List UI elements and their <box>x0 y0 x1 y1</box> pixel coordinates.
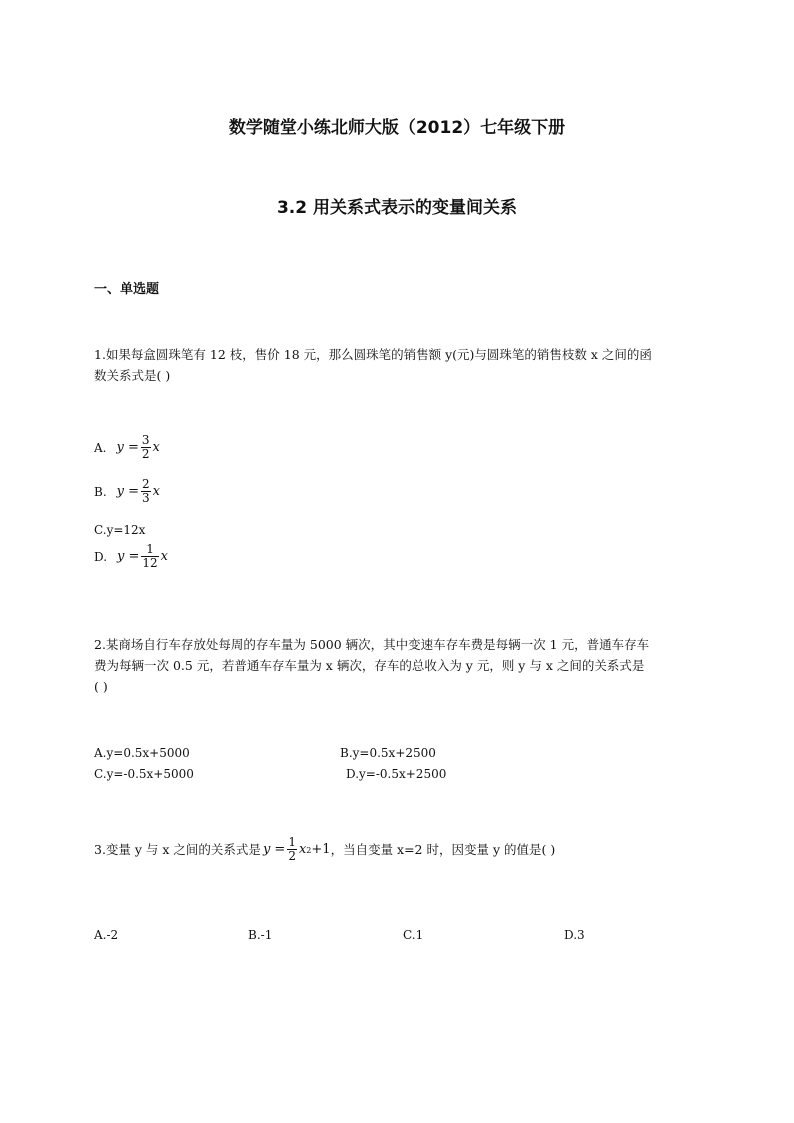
q1-option-d-denominator: 12 <box>142 556 158 570</box>
q2-option-a[interactable]: A.y=0.5x+5000 <box>94 746 190 760</box>
q1-option-d-fraction <box>141 543 158 570</box>
question-1 <box>94 344 714 386</box>
question-3-exponent: 2 <box>306 846 312 855</box>
question-3-plus: +1 <box>311 842 331 857</box>
question-2-line-1: 2.某商场自行车存放处每周的存车量为 5000 辆次，其中变速车存车费是每辆一次 1 元，普通车存车 <box>94 637 650 652</box>
q1-option-b-numerator: 2 <box>142 477 150 491</box>
question-1-line-2: 数关系式是( ) <box>94 368 171 383</box>
question-3-fraction <box>287 836 297 863</box>
document-title: 数学随堂小练北师大版（2012）七年级下册 <box>228 118 566 138</box>
q1-option-a-fraction <box>141 434 151 461</box>
q1-option-a-denominator: 2 <box>141 447 150 461</box>
q1-option-c[interactable]: C.y=12x <box>94 523 146 537</box>
question-2-line-3: ( ) <box>94 679 108 694</box>
q1-option-a-x: x <box>152 440 160 455</box>
q1-option-a[interactable] <box>94 434 160 461</box>
q1-option-d-y: y = <box>117 549 140 564</box>
q1-option-a-y: y = <box>116 440 139 455</box>
q3-option-a[interactable]: A.-2 <box>94 928 119 942</box>
q1-option-b[interactable] <box>94 478 160 505</box>
question-3 <box>94 836 555 863</box>
question-3-y: y = <box>262 842 286 857</box>
q3-option-d[interactable]: D.3 <box>564 928 585 942</box>
q2-option-c[interactable]: C.y=-0.5x+5000 <box>94 767 194 781</box>
q1-option-b-y: y = <box>116 484 140 499</box>
question-3-denominator: 2 <box>288 849 296 863</box>
q1-option-d-label: D. <box>94 549 108 564</box>
question-2 <box>94 634 714 697</box>
question-3-suffix: ，当自变量 x=2 时，因变量 y 的值是( ) <box>330 842 556 857</box>
q1-option-b-denominator: 3 <box>142 491 150 505</box>
question-3-x: x <box>298 842 307 857</box>
section-heading: 一、单选题 <box>94 282 160 297</box>
q1-option-b-fraction <box>141 478 151 505</box>
q3-option-c[interactable]: C.1 <box>403 928 424 942</box>
q1-option-d-x: x <box>160 549 169 564</box>
q1-option-b-x: x <box>152 484 160 499</box>
lesson-title: 3.2 用关系式表示的变量间关系 <box>276 198 518 218</box>
q3-option-b[interactable]: B.-1 <box>248 928 273 942</box>
question-3-numerator: 1 <box>288 835 296 849</box>
q1-option-a-numerator: 3 <box>141 433 150 447</box>
q1-option-a-label: A. <box>94 440 107 455</box>
q2-option-b[interactable]: B.y=0.5x+2500 <box>340 746 436 760</box>
question-3-prefix: 3.变量 y 与 x 之间的关系式是 <box>94 842 261 857</box>
question-1-line-1: 1.如果每盒圆珠笔有 12 枝，售价 18 元，那么圆珠笔的销售额 y(元)与圆珠笔的销售枝数 x 之间的函 <box>94 347 652 362</box>
q1-option-b-label: B. <box>94 484 107 499</box>
q1-option-d[interactable] <box>94 543 168 570</box>
question-2-line-2: 费为每辆一次 0.5 元，若普通车存车量为 x 辆次，存车的总收入为 y 元，则 y 与 x 之间的关系式是 <box>94 658 645 673</box>
q1-option-d-numerator: 1 <box>141 543 158 557</box>
q2-option-d[interactable]: D.y=-0.5x+2500 <box>346 767 447 781</box>
